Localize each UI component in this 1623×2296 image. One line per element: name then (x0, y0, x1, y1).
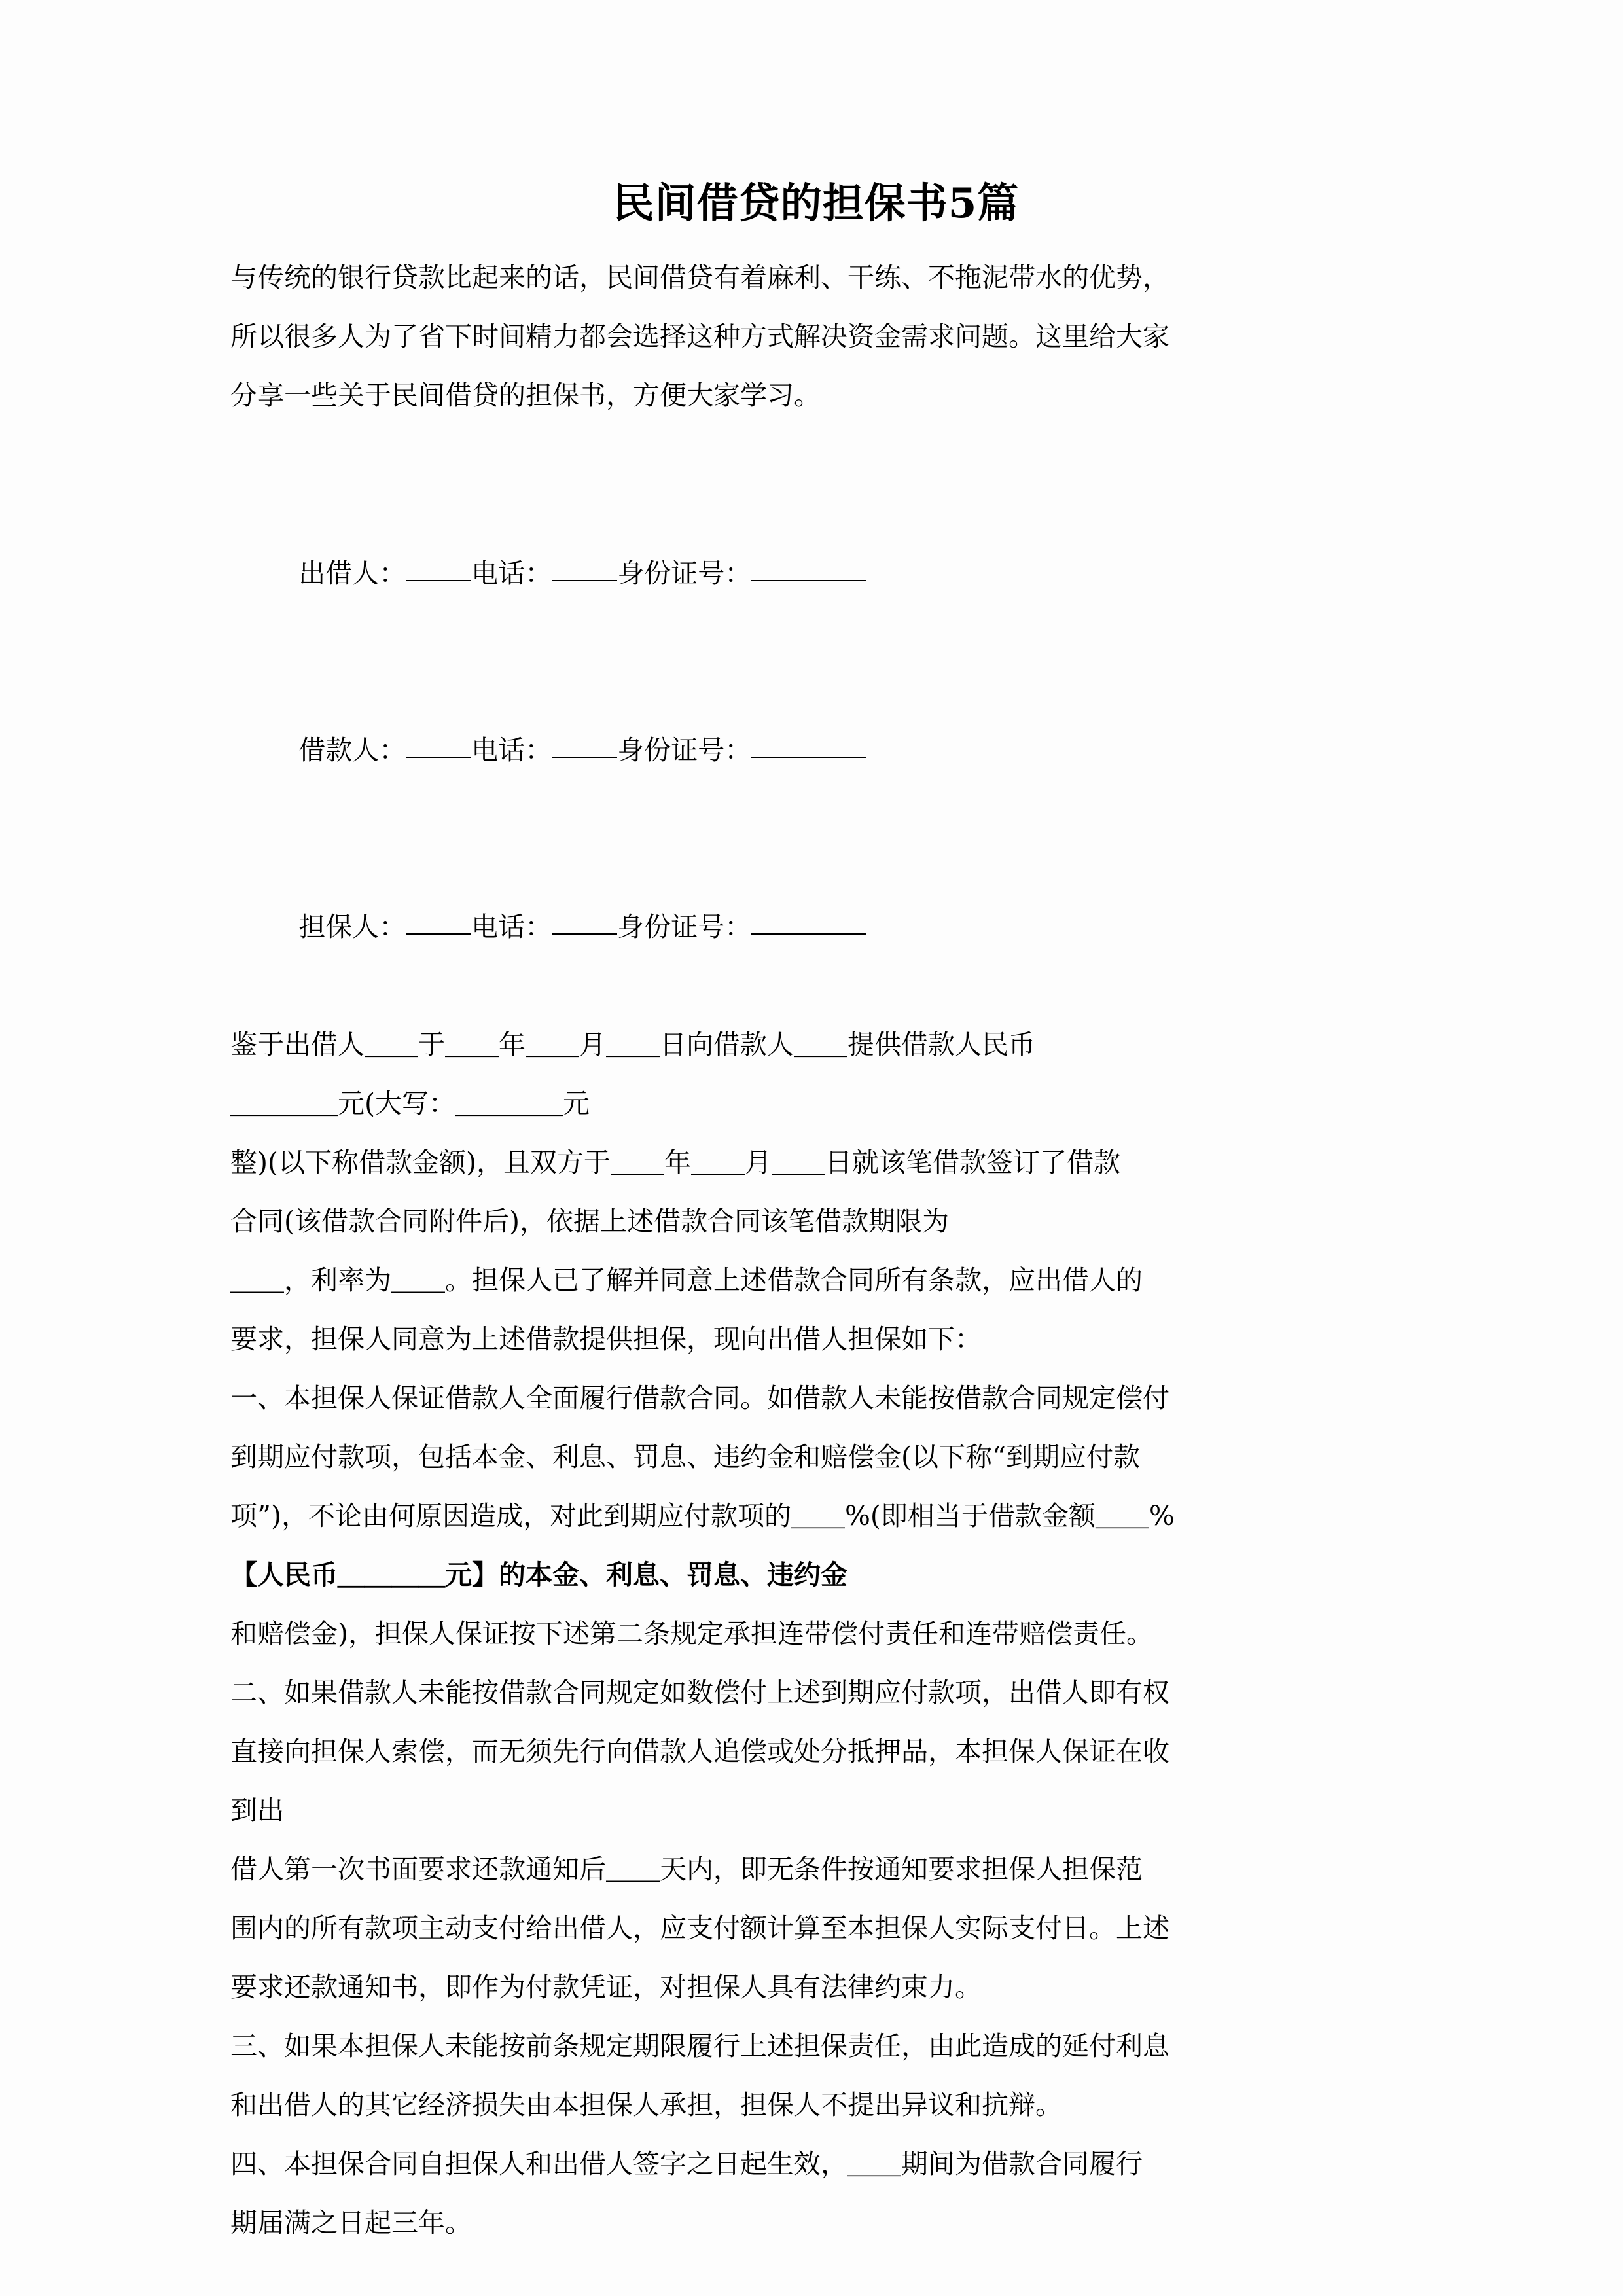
borrower-name-blank[interactable] (406, 757, 471, 758)
guarantor-role-label: 担保人： (298, 911, 406, 943)
body-line-4: 合同(该借款合同附件后)，依据上述借款合同该笔借款期限为 (230, 1206, 949, 1238)
intro-line-3: 分享一些关于民间借贷的担保书，方便大家学习。 (230, 380, 821, 412)
clause-2-line-3: 到出 (230, 1795, 284, 1827)
lender-id-blank[interactable] (751, 580, 866, 581)
clause-2-line-5: 围内的所有款项主动支付给出借人，应支付额计算至本担保人实际支付日。上述 (230, 1912, 1169, 1945)
body-line-2: ＿＿＿＿元(大写：＿＿＿＿元 (230, 1088, 590, 1120)
borrower-id-label: 身份证号： (617, 734, 752, 766)
clause-1-line-1: 一、本担保人保证借款人全面履行借款合同。如借款人未能按借款合同规定偿付 (230, 1382, 1169, 1414)
borrower-phone-label: 电话： (471, 734, 552, 766)
guarantor-phone-label: 电话： (471, 911, 552, 943)
guarantor-id-blank[interactable] (751, 933, 866, 935)
intro-paragraph (230, 248, 1402, 425)
clause-1-line-5: 和赔偿金)，担保人保证按下述第二条规定承担连带偿付责任和连带赔偿责任。 (230, 1618, 1153, 1650)
party-row-lender (230, 485, 1402, 662)
body-block (230, 1015, 1402, 2252)
clause-1-line-2: 到期应付款项，包括本金、利息、罚息、违约金和赔偿金(以下称“到期应付款 (230, 1441, 1140, 1473)
clause-2-line-2: 直接向担保人索偿，而无须先行向借款人追偿或处分抵押品，本担保人保证在收 (230, 1736, 1169, 1768)
guarantor-phone-blank[interactable] (552, 933, 617, 935)
borrower-id-blank[interactable] (751, 757, 866, 758)
guarantor-id-label: 身份证号： (617, 911, 752, 943)
borrower-phone-blank[interactable] (552, 757, 617, 758)
lender-name-blank[interactable] (406, 580, 471, 581)
guarantor-name-blank[interactable] (406, 933, 471, 935)
body-line-6: 要求，担保人同意为上述借款提供担保，现向出借人担保如下： (230, 1323, 982, 1355)
parties-block (230, 485, 1402, 1015)
body-line-3: 整)(以下称借款金额)，且双方于＿＿年＿＿月＿＿日就该笔借款签订了借款 (230, 1147, 1120, 1179)
clause-2-line-6: 要求还款通知书，即作为付款凭证，对担保人具有法律约束力。 (230, 1971, 982, 2003)
borrower-role-label: 借款人： (298, 734, 406, 766)
page-title: 民间借贷的担保书5篇 (613, 179, 1020, 227)
clause-1-line-4: 【人民币＿＿＿＿元】的本金、利息、罚息、违约金 (230, 1559, 847, 1591)
clause-2-line-4: 借人第一次书面要求还款通知后＿＿天内，即无条件按通知要求担保人担保范 (230, 1854, 1143, 1886)
lender-id-label: 身份证号： (617, 558, 752, 590)
clause-3-line-1: 三、如果本担保人未能按前条规定期限履行上述担保责任，由此造成的延付利息 (230, 2030, 1169, 2062)
section-spacer (230, 425, 1402, 485)
intro-line-1: 与传统的银行贷款比起来的话，民间借贷有着麻利、干练、不拖泥带水的优势， (230, 262, 1169, 294)
party-row-borrower (230, 662, 1402, 838)
lender-phone-blank[interactable] (552, 580, 617, 581)
body-line-1: 鉴于出借人＿＿于＿＿年＿＿月＿＿日向借款人＿＿提供借款人民币 (230, 1029, 1035, 1061)
clause-1-line-3: 项”)，不论由何原因造成，对此到期应付款项的＿＿%(即相当于借款金额＿＿% (230, 1500, 1175, 1532)
lender-role-label: 出借人： (298, 558, 406, 590)
lender-phone-label: 电话： (471, 558, 552, 590)
document-content (230, 175, 1402, 2252)
clause-2-line-1: 二、如果借款人未能按借款合同规定如数偿付上述到期应付款项，出借人即有权 (230, 1677, 1169, 1709)
clause-3-line-2: 和出借人的其它经济损失由本担保人承担，担保人不提出异议和抗辩。 (230, 2089, 1062, 2121)
clause-4-line-1: 四、本担保合同自担保人和出借人签字之日起生效，＿＿期间为借款合同履行 (230, 2148, 1143, 2180)
party-row-guarantor (230, 838, 1402, 1015)
intro-line-2: 所以很多人为了省下时间精力都会选择这种方式解决资金需求问题。这里给大家 (230, 321, 1169, 353)
clause-4-line-2: 期届满之日起三年。 (230, 2207, 472, 2239)
body-line-5: ＿＿，利率为＿＿。担保人已了解并同意上述借款合同所有条款，应出借人的 (230, 1265, 1143, 1297)
